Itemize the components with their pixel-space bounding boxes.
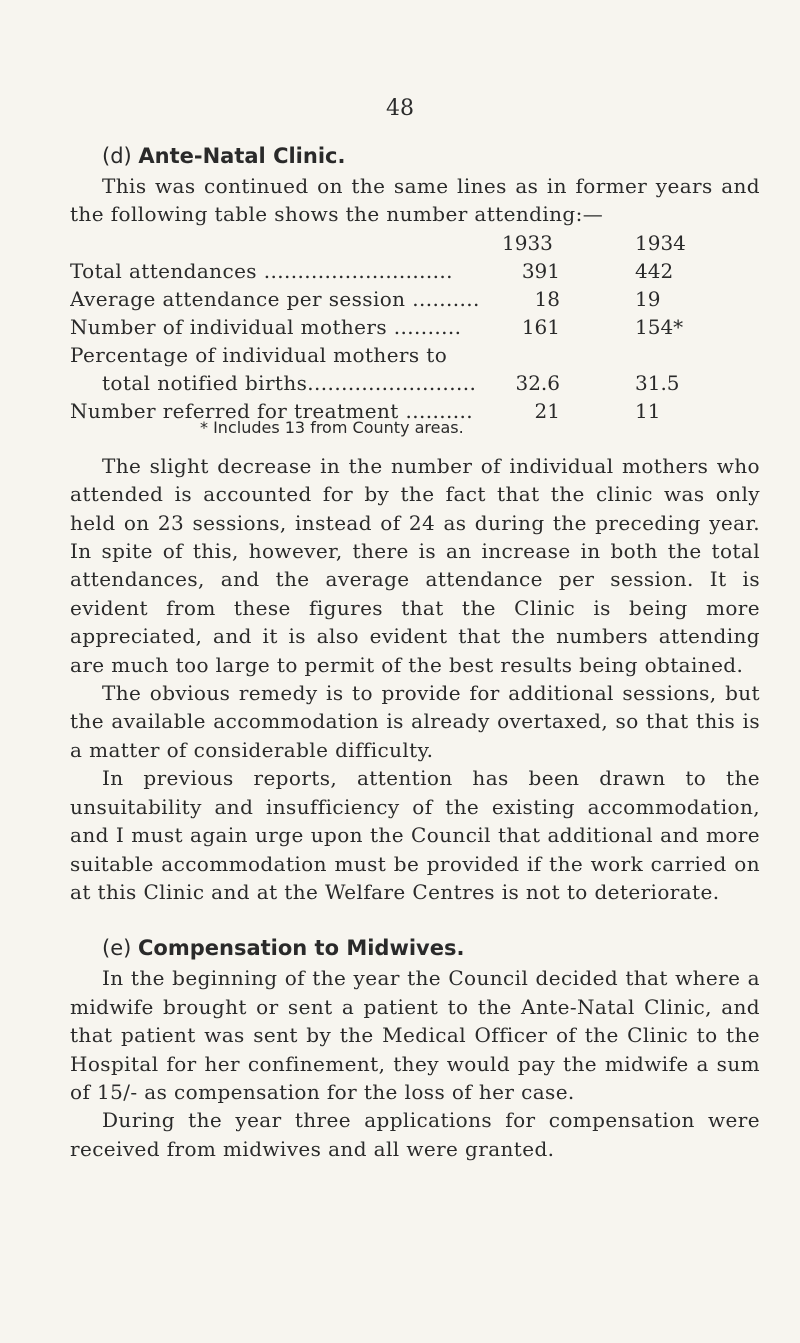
page-content — [70, 140, 760, 1163]
section-d-paragraph: The slight decrease in the number of individual mothers who attended is accounted for by the fact that the clinic was only held on 23 sessions, instead of 24 as during the preceding year. In spite of this, however, there is an increase in both the total attendances, and the average attendance per session. It is evident from these figures that the Clinic is being more appreciated, and it is also evident that the numbers attending are much too large to permit of the best results being obtained. — [70, 453, 760, 677]
table-row — [70, 371, 760, 399]
table-row — [70, 287, 760, 315]
column-header-1934: 1934 — [635, 230, 686, 255]
value-1934: 19 — [635, 286, 661, 311]
row-label: total notified births......................... — [102, 370, 477, 395]
value-1934: 11 — [635, 398, 661, 423]
section-e-paragraph: During the year three applications for compensation were received from midwives and all were granted. — [70, 1108, 760, 1161]
page-number: 48 — [386, 96, 414, 121]
table-row — [70, 315, 760, 343]
value-1934: 31.5 — [635, 370, 680, 395]
row-label: Total attendances ............................ — [70, 258, 453, 283]
value-1933: 161 — [521, 314, 560, 339]
row-label: Number of individual mothers .......... — [70, 314, 462, 339]
column-header-1933: 1933 — [502, 230, 553, 255]
value-1934: 154* — [635, 314, 684, 339]
row-label: Number referred for treatment .......... — [70, 398, 474, 423]
value-1933: 32.6 — [515, 370, 560, 395]
section-d-letter: (d) — [102, 144, 132, 168]
value-1933: 21 — [534, 398, 560, 423]
table-row — [70, 343, 760, 371]
footnote-wrap — [70, 416, 760, 446]
section-e-heading — [70, 932, 760, 964]
section-e-letter: (e) — [102, 936, 132, 961]
table-footnote: * Includes 13 from County areas. — [200, 417, 464, 437]
table-row — [70, 259, 760, 287]
row-label: Average attendance per session .......... — [70, 286, 480, 311]
section-d-intro: This was continued on the same lines as in former years and the following table shows the number attending:— — [70, 174, 760, 227]
value-1933: 391 — [521, 258, 560, 283]
section-d-heading — [70, 140, 760, 172]
row-label: Percentage of individual mothers to — [70, 342, 448, 367]
value-1933: 18 — [534, 286, 560, 311]
section-e-paragraph: In the beginning of the year the Council decided that where a midwife brought or sent a patient to the Ante-Natal Clinic, and that patient was sent by the Medical Officer of the Clinic to the Hospital for her confinement, they would pay the midwife a sum of 15/- as compensation for the loss of her case. — [70, 966, 760, 1104]
section-e-title: Compensation to Midwives. — [138, 936, 465, 961]
section-d-paragraph: In previous reports, attention has been drawn to the unsuitability and insufficiency of the existing accommodation, and I must again urge upon the Council that additional and more suitable accommodation must be provided if the work carried on at this Clinic and at the Welfare Centres is not to deteriorate. — [70, 766, 760, 904]
section-d-title: Ante-Natal Clinic. — [138, 144, 346, 168]
value-1934: 442 — [635, 258, 674, 283]
section-d-paragraph: The obvious remedy is to provide for additional sessions, but the available accommodation is already overtaxed, so that this is a matter of considerable difficulty. — [70, 681, 760, 762]
attendance-table — [70, 230, 760, 423]
